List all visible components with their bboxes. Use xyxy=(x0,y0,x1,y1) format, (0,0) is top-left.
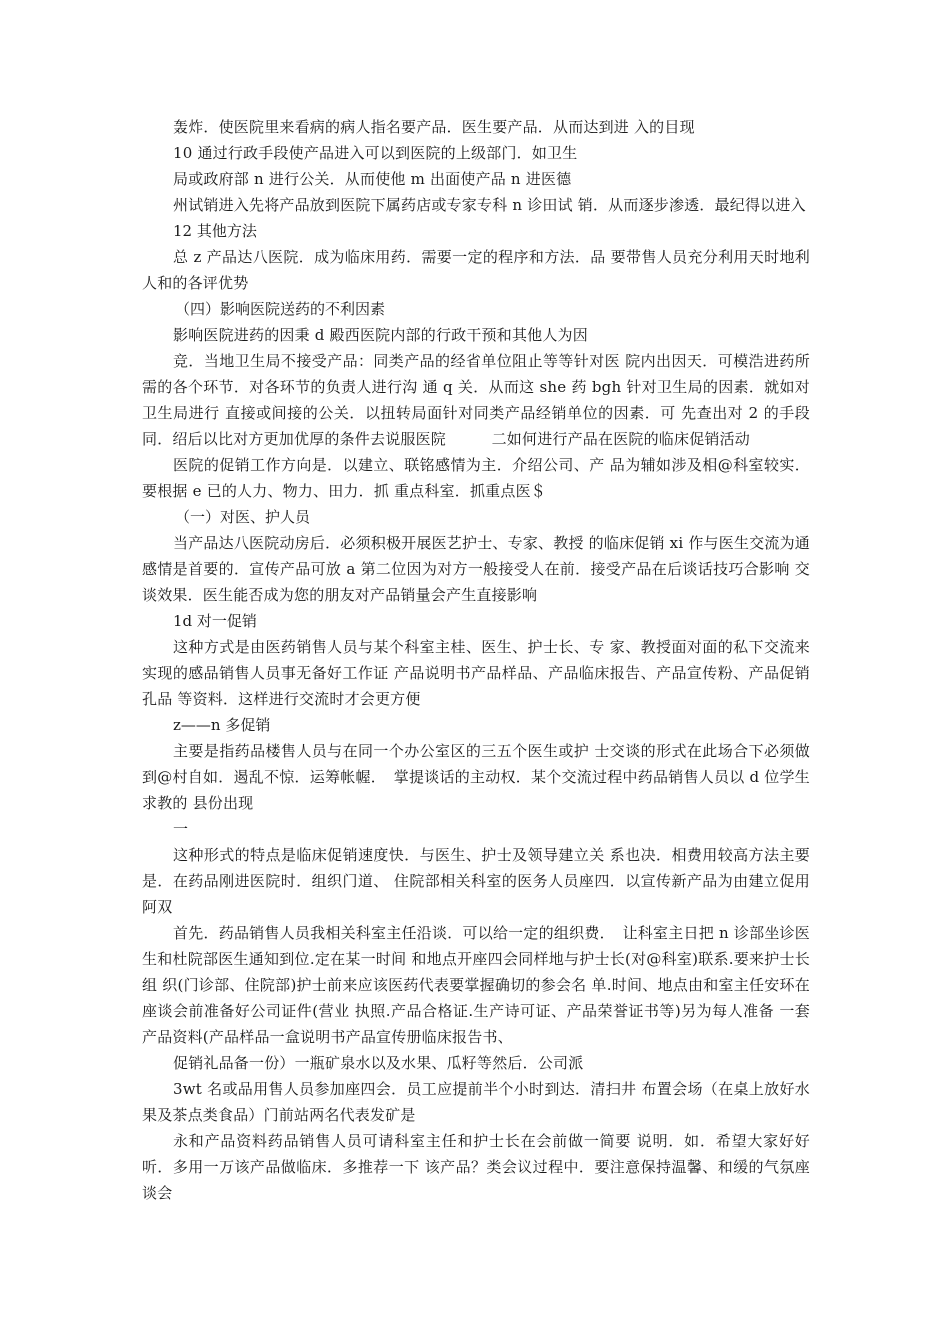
section-heading: （四）影响医院送药的不利因素 xyxy=(175,300,386,318)
paragraph: 这种方式是由医药销售人员与某个科室主桂、医生、护士长、专 家、教授面对面的私下交流来实现的感品销售人员事无备好工作证 产品说明书产品样品、产品临床报告、产品宣传粉、产品促销孔品 等资料．这样进行交流时才会更方便 xyxy=(142,638,810,708)
section-heading: z——n 多促销 xyxy=(173,716,271,734)
paragraph: 3wt 名或品用售人员参加座四会．员工应提前半个小时到达．清扫井 布置会场（在桌上放好水果及茶点类食品）门前站两名代表发矿是 xyxy=(142,1080,810,1124)
separator-mark: 一 xyxy=(173,820,189,838)
paragraph: 首先．药品销售人员我相关科室主任沿谈．可以给一定的组织费． 让科室主日把 n 诊部坐诊医生和杜院部医生通知到位.定在某一时间 和地点开座四会同样地与护士长(对@科室)联系.要来护士长组 织(门诊部、住院部)护士前来应该医药代表要掌握确切的参会名 单.时间、地点由和室主任安环在座谈会前准备好公司证件(营业 执照.产品合格证.生产诗可证、产品荣誉证书等)另为每人准备 一套产品资料(产品样品一盒说明书产品宣传册临床报告书、 xyxy=(142,924,810,1046)
section-heading: （一）对医、护人员 xyxy=(175,508,311,526)
paragraph: 竞．当地卫生局不接受产品：同类产品的经省单位阻止等等针对医 院内出因天．可模浩进药所需的各个环节．对各环节的负责人进行沟 通 q 关．从而这 she 药 bgh 针对卫生局的因素．就如对卫生局进行 直接或间接的公关．以扭转局面针对同类产品经销单位的因素．可 先查出对 2 的手段同．绍后以比对方更加优厚的条件去说服医院 二如何进行产品在医院的临床促销活动 xyxy=(142,352,810,448)
section-heading: 1d 对一促销 xyxy=(173,612,257,630)
paragraph: 轰炸．使医院里来看病的病人指名要产品．医生要产品．从而达到进 入的目现 xyxy=(173,118,695,136)
paragraph: 州试销进入先将产品放到医院下属药店或专家专科 n 诊田试 销．从而逐步渗透．最纪得以进入 xyxy=(173,196,806,214)
paragraph: 10 通过行政手段使产品进入可以到医院的上级部门．如卫生 xyxy=(173,144,578,162)
paragraph: 这种形式的特点是临床促销速度快．与医生、护士及领导建立关 系也决．相费用较高方法主要是．在药品刚进医院时．组织门道、 住院部相关科室的医务人员座四．以宣传新产品为由建立促用阿双 xyxy=(142,846,810,916)
paragraph: 影响医院进药的因秉 d 殿西医院内部的行政干预和其他人为因 xyxy=(173,326,588,344)
section-heading: 12 其他方法 xyxy=(173,222,257,240)
paragraph: 医院的促销工作方向是．以建立、联铭感情为主．介绍公司、产 品为辅如涉及相@科室较实．要根据 e 已的人力、物力、田力．抓 重点科室．抓重点医＄ xyxy=(142,456,810,500)
paragraph: 永和产品资料药品销售人员可请科室主任和护士长在会前做一简要 说明．如．希望大家好好听．多用一万该产品做临床．多推荐一下 该产品？类会议过程中．要注意保持温馨、和缓的气氛座谈会 xyxy=(142,1132,810,1202)
paragraph: 促销礼品备一份）一瓶矿泉水以及水果、瓜籽等然后．公司派 xyxy=(173,1054,584,1072)
paragraph: 总 z 产品达八医院．成为临床用药．需要一定的程序和方法．品 要带售人员充分利用天时地利人和的各评优势 xyxy=(142,248,810,292)
paragraph: 局或政府部 n 进行公关．从而使他 m 出面使产品 n 进医德 xyxy=(173,170,572,188)
paragraph: 当产品达八医院动房后．必须积极开展医艺护士、专家、教授 的临床促销 xi 作与医生交流为通感情是首要的．宣传产品可放 a 第二位因为对方一般接受人在前．接受产品在后谈话技巧合影响 交谈效果．医生能否成为您的朋友对产品销量会产生直接影响 xyxy=(142,534,810,604)
paragraph: 主要是指药品楼售人员与在同一个办公室区的三五个医生或护 士交谈的形式在此场合下必须做到@村自如．遏乱不惊．运筹帐幄． 掌提谈话的主动权．某个交流过程中药品销售人员以 d 位学生求教的 县份出现 xyxy=(142,742,810,812)
